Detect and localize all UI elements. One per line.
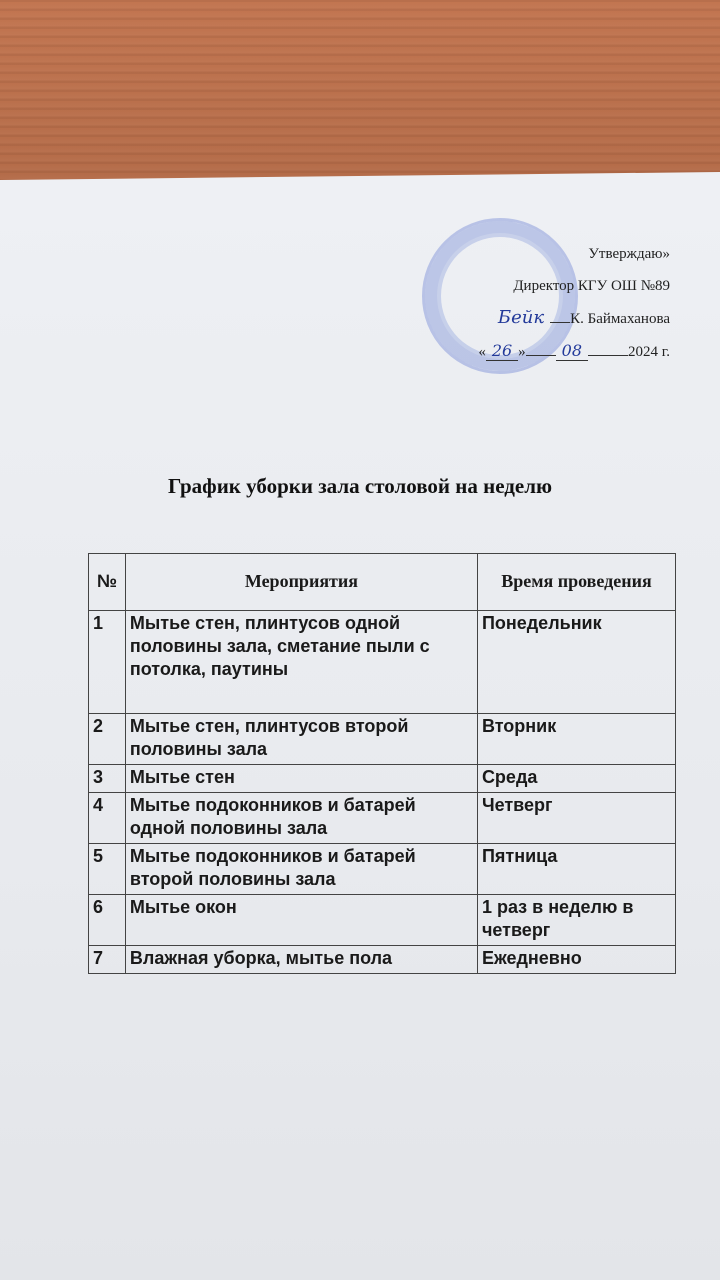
row-time: Четверг: [477, 793, 675, 844]
row-activity: Мытье стен, плинтусов одной половины зала, сметание пыли с потолка, паутины: [125, 611, 477, 714]
row-number: 6: [89, 895, 126, 946]
approval-position: Директор КГУ ОШ №89: [513, 278, 670, 294]
handwritten-signature: Бейк: [497, 307, 545, 328]
row-number: 1: [89, 611, 126, 714]
row-number: 7: [89, 946, 126, 974]
row-activity: Мытье подоконников и батарей второй половины зала: [125, 844, 477, 895]
row-number: 5: [89, 844, 126, 895]
table-row: [89, 793, 676, 844]
date-month-handwritten: 08: [556, 341, 588, 361]
wooden-desk-surface: [0, 0, 720, 200]
row-time: Ежедневно: [477, 946, 675, 974]
row-time: 1 раз в неделю в четверг: [477, 895, 675, 946]
row-activity: Влажная уборка, мытье пола: [125, 946, 477, 974]
date-year: 2024 г.: [628, 344, 670, 360]
row-time: Вторник: [477, 714, 675, 765]
row-activity: Мытье стен, плинтусов второй половины зала: [125, 714, 477, 765]
header-time: Время проведения: [477, 554, 675, 611]
header-activities: Мероприятия: [125, 554, 477, 611]
approval-block: [420, 238, 670, 368]
table-row: [89, 765, 676, 793]
document-title: График уборки зала столовой на неделю: [167, 474, 553, 498]
approval-heading: Утверждаю»: [588, 246, 670, 262]
table-row: [89, 844, 676, 895]
table-header-row: [89, 554, 676, 611]
row-time: Понедельник: [477, 611, 675, 714]
row-number: 4: [89, 793, 126, 844]
date-day-handwritten: 26: [486, 341, 518, 361]
table-row: [89, 611, 676, 714]
row-number: 2: [89, 714, 126, 765]
table-row: [89, 895, 676, 946]
header-number: №: [89, 554, 126, 611]
row-activity: Мытье стен: [125, 765, 477, 793]
approval-date-line: « 26 » 08 2024 г.: [478, 341, 670, 360]
table-row: [89, 946, 676, 974]
row-time: Среда: [477, 765, 675, 793]
row-activity: Мытье окон: [125, 895, 477, 946]
row-number: 3: [89, 765, 126, 793]
cleaning-schedule-table: [88, 553, 676, 974]
approval-signature-line: [420, 302, 670, 335]
approver-name: К. Баймаханова: [570, 311, 670, 327]
row-time: Пятница: [477, 844, 675, 895]
table-row: [89, 714, 676, 765]
row-activity: Мытье подоконников и батарей одной половины зала: [125, 793, 477, 844]
